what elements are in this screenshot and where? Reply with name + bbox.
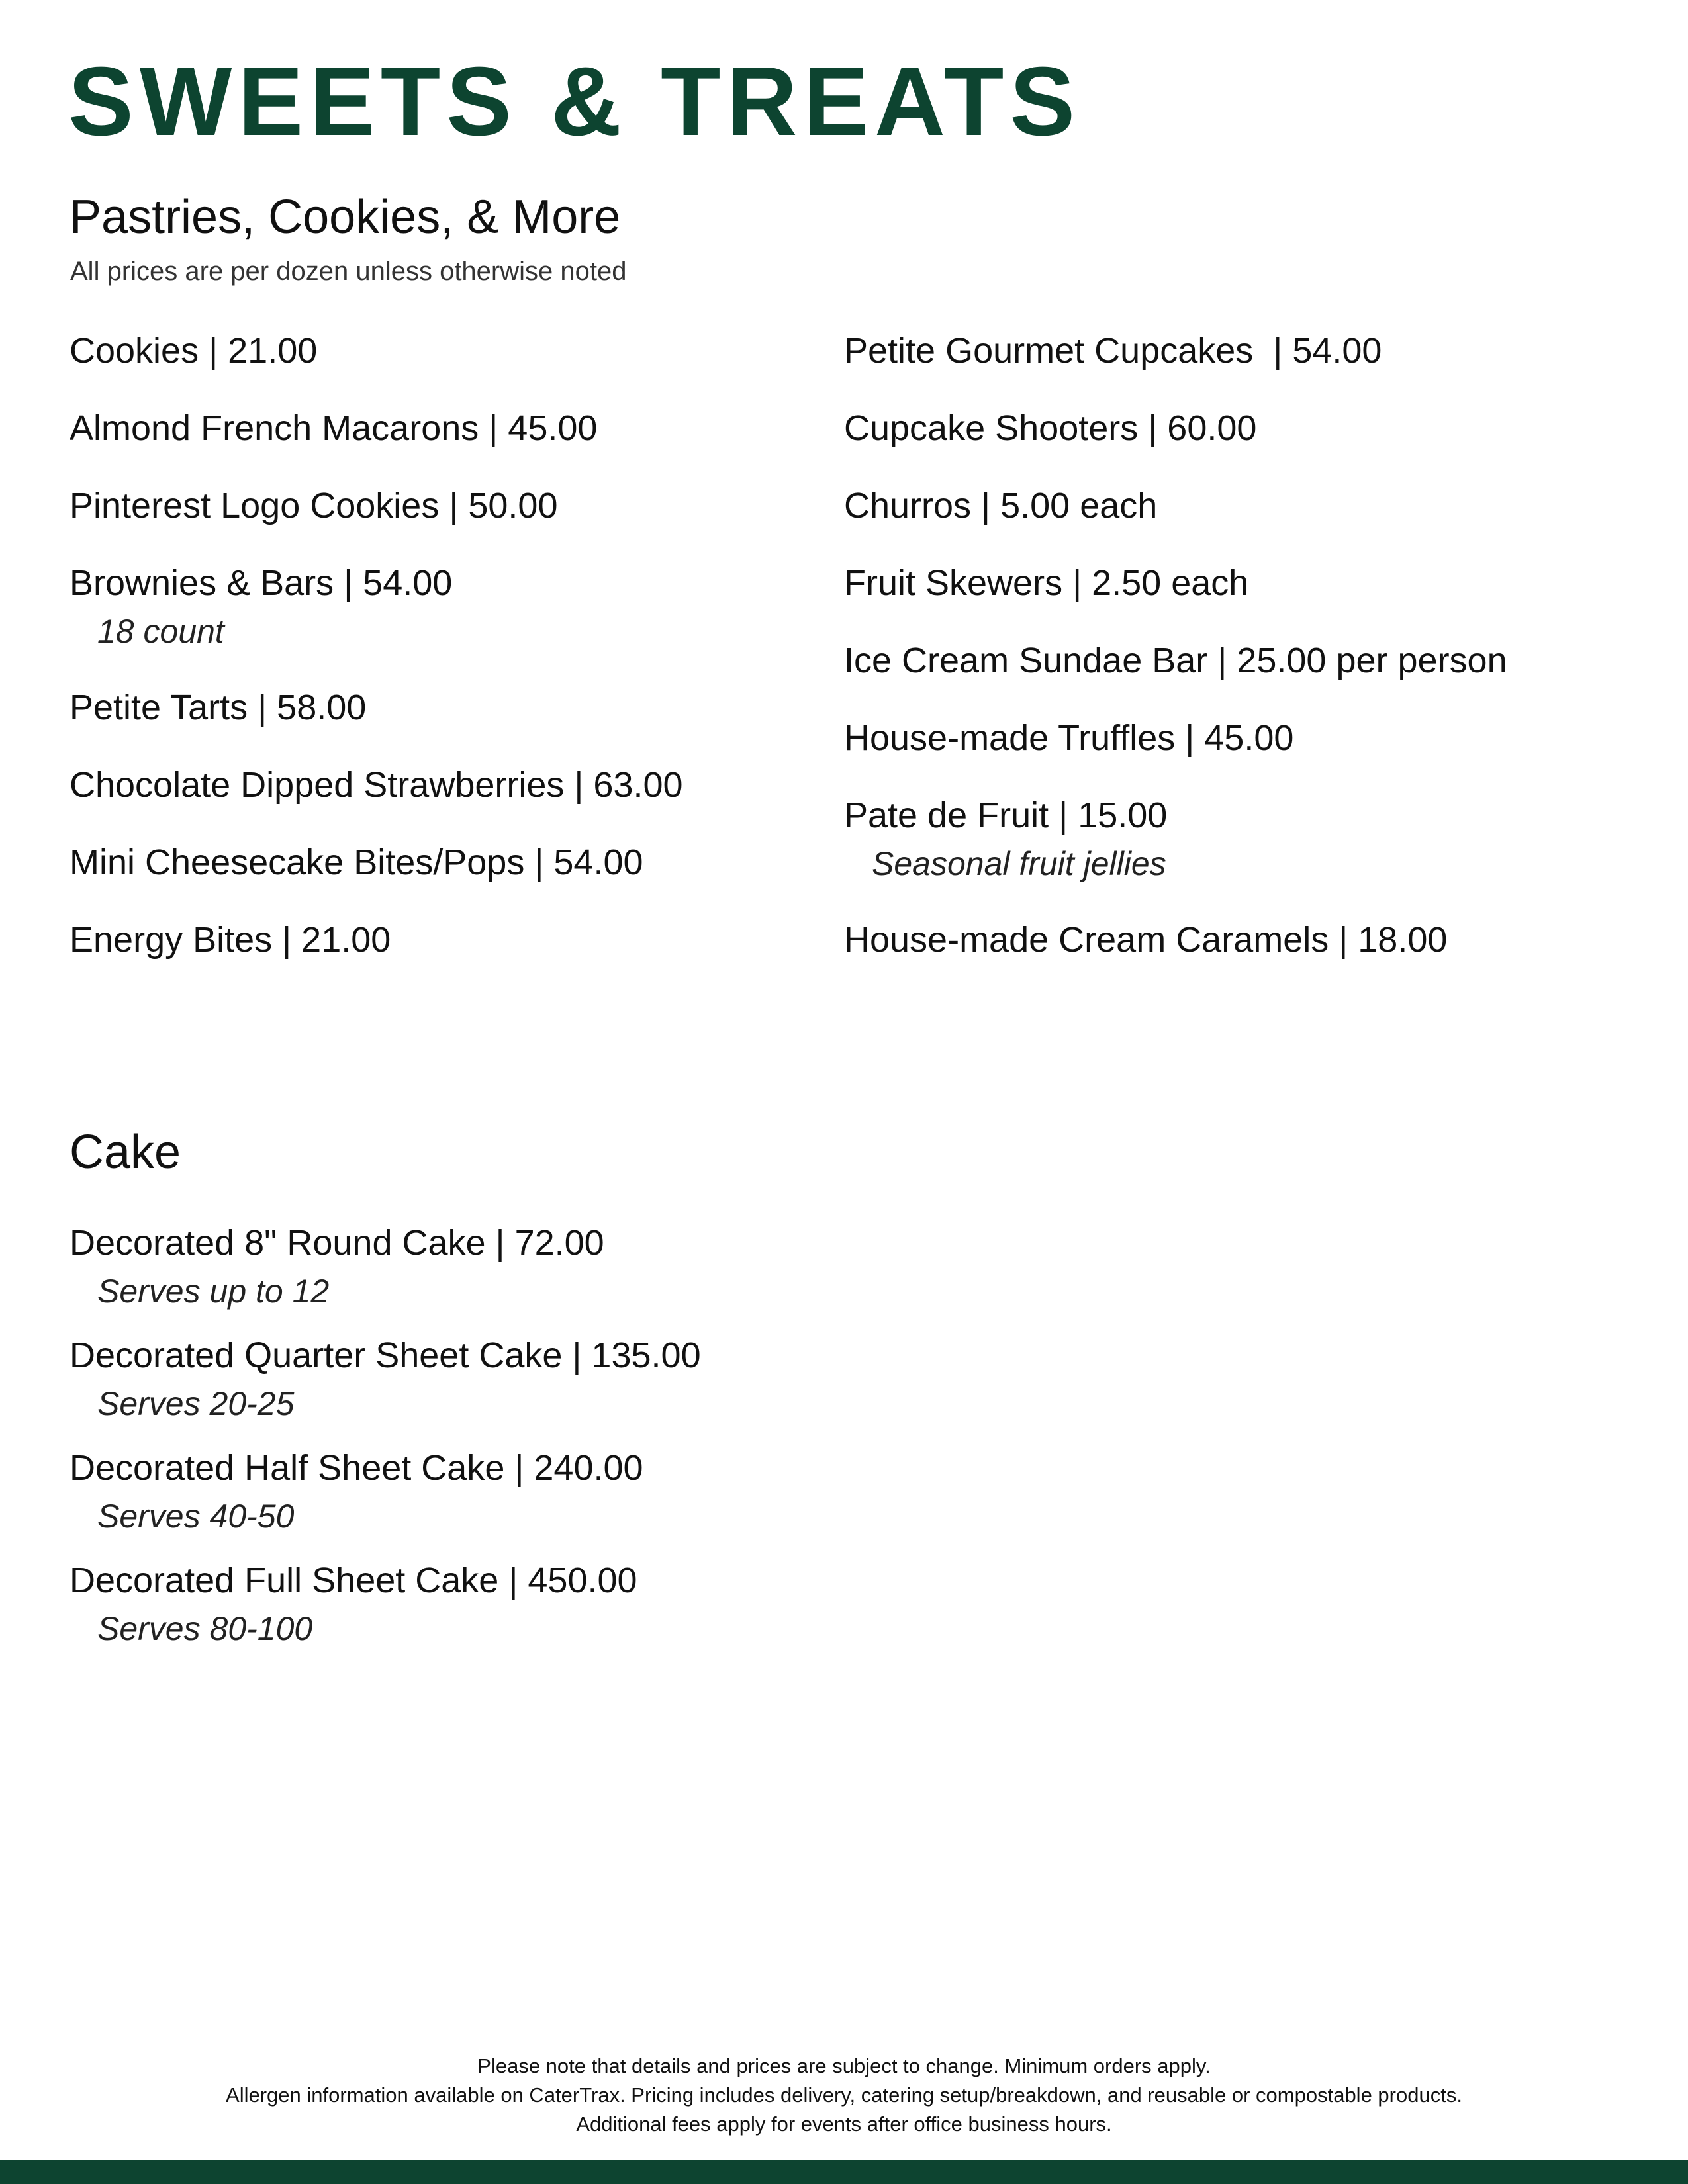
menu-item bbox=[70, 765, 683, 805]
menu-item bbox=[844, 796, 1507, 882]
menu-item-label: Ice Cream Sundae Bar | 25.00 per person bbox=[844, 641, 1507, 680]
menu-item bbox=[844, 408, 1507, 448]
menu-item bbox=[70, 1223, 701, 1310]
menu-item-label: Pate de Fruit | 15.00 bbox=[844, 796, 1168, 835]
menu-item-label: Decorated Quarter Sheet Cake | 135.00 bbox=[70, 1336, 701, 1375]
pastries-left-column bbox=[70, 331, 683, 997]
menu-item-label: Fruit Skewers | 2.50 each bbox=[844, 563, 1249, 603]
menu-item-note: Serves 20-25 bbox=[97, 1385, 295, 1422]
page-title: SWEETS & TREATS bbox=[68, 47, 1082, 156]
pastries-right-column bbox=[844, 331, 1507, 997]
menu-item bbox=[70, 1448, 701, 1535]
footer-notes bbox=[0, 2052, 1688, 2139]
menu-item bbox=[70, 1336, 701, 1422]
menu-item-note: 18 count bbox=[97, 613, 224, 650]
menu-item bbox=[844, 486, 1507, 525]
menu-item-label: Churros | 5.00 each bbox=[844, 486, 1158, 525]
menu-item-label: Pinterest Logo Cookies | 50.00 bbox=[70, 486, 558, 525]
menu-item-label: Energy Bites | 21.00 bbox=[70, 920, 391, 960]
menu-item bbox=[70, 920, 683, 960]
menu-item-label: House-made Cream Caramels | 18.00 bbox=[844, 920, 1448, 960]
menu-item bbox=[844, 718, 1507, 758]
menu-item-label: Decorated Half Sheet Cake | 240.00 bbox=[70, 1448, 643, 1488]
menu-item-label: Cookies | 21.00 bbox=[70, 331, 318, 371]
menu-item-label: Brownies & Bars | 54.00 bbox=[70, 563, 453, 603]
menu-item-label: Almond French Macarons | 45.00 bbox=[70, 408, 598, 448]
menu-item-label: Mini Cheesecake Bites/Pops | 54.00 bbox=[70, 842, 643, 882]
menu-item-note: Serves 40-50 bbox=[97, 1498, 295, 1535]
menu-item-label: Decorated Full Sheet Cake | 450.00 bbox=[70, 1561, 637, 1600]
menu-item-label: House-made Truffles | 45.00 bbox=[844, 718, 1294, 758]
menu-item bbox=[70, 688, 683, 727]
footer-bar bbox=[0, 2160, 1688, 2184]
menu-item bbox=[70, 408, 683, 448]
footer-line: Allergen information available on CaterTrax. Pricing includes delivery, catering setup/breakdown, and reusable or compostable products. bbox=[226, 2083, 1462, 2107]
pricing-note: All prices are per dozen unless otherwise noted bbox=[70, 257, 627, 286]
menu-item-label: Petite Tarts | 58.00 bbox=[70, 688, 367, 727]
menu-item-label: Cupcake Shooters | 60.00 bbox=[844, 408, 1257, 448]
cake-list bbox=[70, 1223, 701, 1673]
menu-item-note: Serves up to 12 bbox=[97, 1273, 330, 1310]
menu-item bbox=[70, 486, 683, 525]
menu-item bbox=[70, 563, 683, 650]
menu-item bbox=[844, 331, 1507, 371]
section-heading-cake: Cake bbox=[70, 1126, 181, 1179]
menu-item-label: Petite Gourmet Cupcakes | 54.00 bbox=[844, 331, 1382, 371]
footer-line: Additional fees apply for events after office business hours. bbox=[576, 2113, 1112, 2136]
menu-item bbox=[70, 331, 683, 371]
menu-item-note: Serves 80-100 bbox=[97, 1610, 313, 1647]
menu-item bbox=[844, 920, 1507, 960]
menu-item-note: Seasonal fruit jellies bbox=[872, 845, 1166, 882]
footer-line: Please note that details and prices are subject to change. Minimum orders apply. bbox=[477, 2054, 1211, 2077]
menu-item bbox=[844, 563, 1507, 603]
section-heading-pastries: Pastries, Cookies, & More bbox=[70, 191, 621, 244]
menu-item bbox=[844, 641, 1507, 680]
menu-item bbox=[70, 1561, 701, 1647]
menu-item-label: Decorated 8" Round Cake | 72.00 bbox=[70, 1223, 604, 1263]
menu-item-label: Chocolate Dipped Strawberries | 63.00 bbox=[70, 765, 683, 805]
menu-item bbox=[70, 842, 683, 882]
